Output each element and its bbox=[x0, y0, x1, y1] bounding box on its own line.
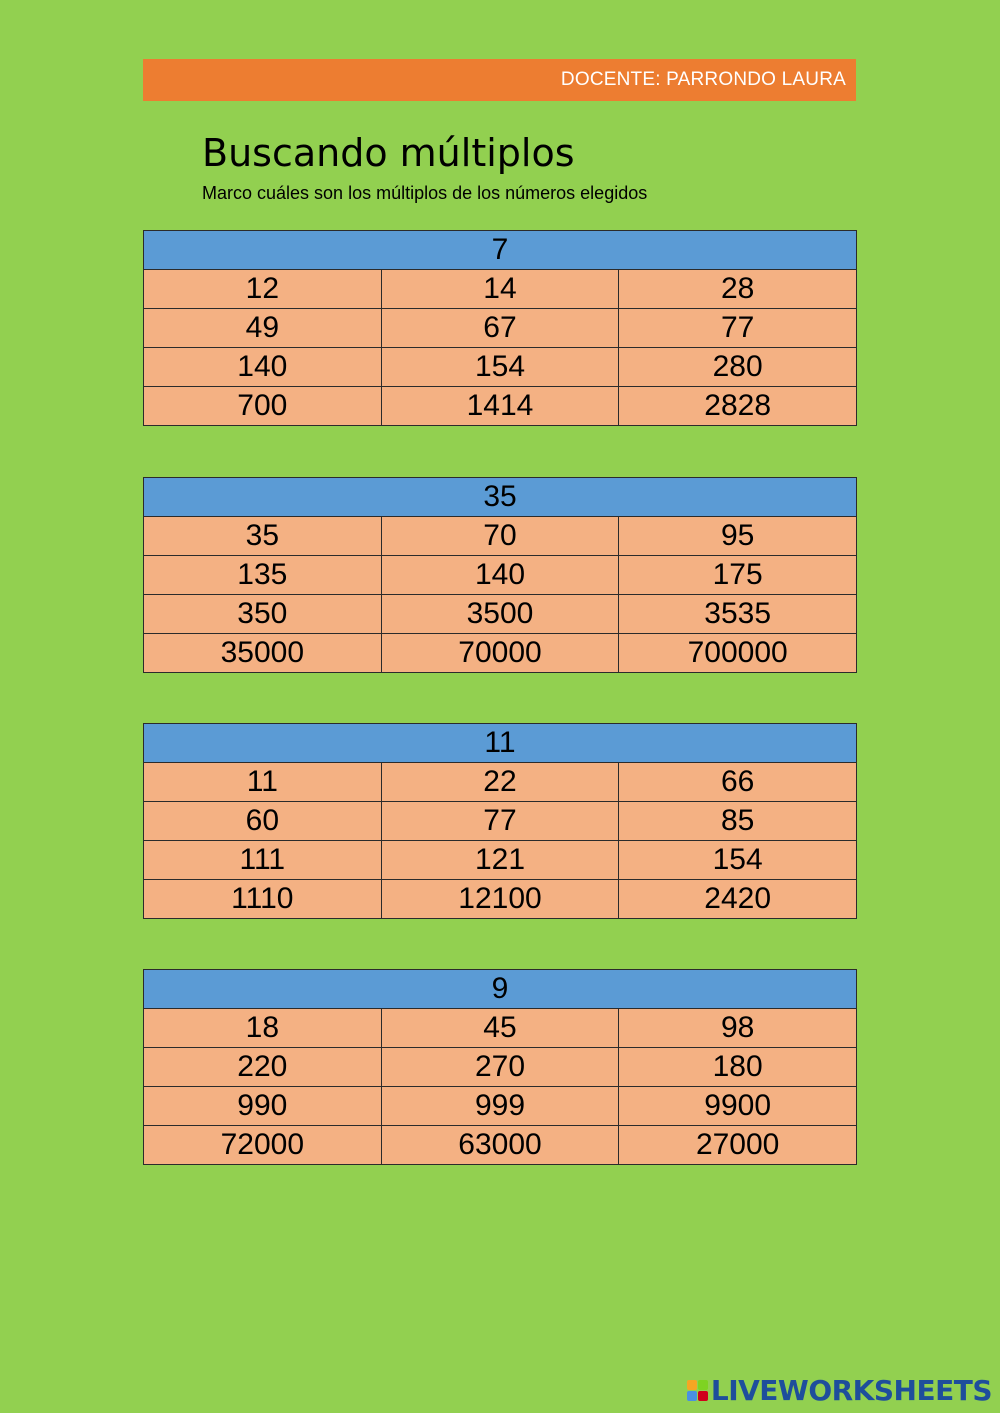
number-cell[interactable]: 12100 bbox=[381, 880, 619, 919]
number-cell[interactable]: 95 bbox=[619, 517, 857, 556]
table-row bbox=[144, 1087, 857, 1126]
table-row bbox=[144, 270, 857, 309]
multiples-table-9 bbox=[143, 969, 857, 1165]
number-cell[interactable]: 135 bbox=[144, 556, 382, 595]
number-cell[interactable]: 35 bbox=[144, 517, 382, 556]
table-row bbox=[144, 841, 857, 880]
number-cell[interactable]: 220 bbox=[144, 1048, 382, 1087]
number-cell[interactable]: 2828 bbox=[619, 387, 857, 426]
number-cell[interactable]: 350 bbox=[144, 595, 382, 634]
multiples-table-7 bbox=[143, 230, 857, 426]
number-cell[interactable]: 180 bbox=[619, 1048, 857, 1087]
number-cell[interactable]: 1414 bbox=[381, 387, 619, 426]
teacher-label: DOCENTE: PARRONDO LAURA bbox=[560, 69, 846, 90]
number-cell[interactable]: 990 bbox=[144, 1087, 382, 1126]
number-cell[interactable]: 67 bbox=[381, 309, 619, 348]
number-cell[interactable]: 140 bbox=[381, 556, 619, 595]
number-cell[interactable]: 2420 bbox=[619, 880, 857, 919]
number-cell[interactable]: 70 bbox=[381, 517, 619, 556]
table-row bbox=[144, 880, 857, 919]
table-row bbox=[144, 763, 857, 802]
number-cell[interactable]: 175 bbox=[619, 556, 857, 595]
number-cell[interactable]: 280 bbox=[619, 348, 857, 387]
table-row bbox=[144, 387, 857, 426]
number-cell[interactable]: 3535 bbox=[619, 595, 857, 634]
number-cell[interactable]: 700000 bbox=[619, 634, 857, 673]
table-row bbox=[144, 1048, 857, 1087]
number-cell[interactable]: 45 bbox=[381, 1009, 619, 1048]
number-cell[interactable]: 140 bbox=[144, 348, 382, 387]
number-cell[interactable]: 60 bbox=[144, 802, 382, 841]
table-row bbox=[144, 556, 857, 595]
number-cell[interactable]: 77 bbox=[381, 802, 619, 841]
multiples-table-11 bbox=[143, 723, 857, 919]
number-cell[interactable]: 11 bbox=[144, 763, 382, 802]
page-subtitle: Marco cuáles son los múltiplos de los números elegidos bbox=[202, 183, 648, 203]
table-row bbox=[144, 348, 857, 387]
number-cell[interactable]: 3500 bbox=[381, 595, 619, 634]
number-cell[interactable]: 72000 bbox=[144, 1126, 382, 1165]
multiples-table-35 bbox=[143, 477, 857, 673]
table-header-number: 7 bbox=[144, 231, 857, 270]
number-cell[interactable]: 63000 bbox=[381, 1126, 619, 1165]
number-cell[interactable]: 270 bbox=[381, 1048, 619, 1087]
number-cell[interactable]: 66 bbox=[619, 763, 857, 802]
number-cell[interactable]: 111 bbox=[144, 841, 382, 880]
number-cell[interactable]: 85 bbox=[619, 802, 857, 841]
liveworksheets-logo-icon bbox=[687, 1380, 708, 1401]
table-header-number: 9 bbox=[144, 970, 857, 1009]
number-cell[interactable]: 121 bbox=[381, 841, 619, 880]
number-cell[interactable]: 700 bbox=[144, 387, 382, 426]
table-row bbox=[144, 517, 857, 556]
number-cell[interactable]: 12 bbox=[144, 270, 382, 309]
number-cell[interactable]: 22 bbox=[381, 763, 619, 802]
number-cell[interactable]: 999 bbox=[381, 1087, 619, 1126]
table-row bbox=[144, 309, 857, 348]
table-row bbox=[144, 1009, 857, 1048]
number-cell[interactable]: 154 bbox=[619, 841, 857, 880]
page-title: Buscando múltiplos bbox=[202, 131, 575, 175]
logo-text: LIVEWORKSHEETS bbox=[710, 1374, 992, 1407]
number-cell[interactable]: 14 bbox=[381, 270, 619, 309]
liveworksheets-logo bbox=[687, 1374, 992, 1407]
number-cell[interactable]: 1110 bbox=[144, 880, 382, 919]
table-row bbox=[144, 595, 857, 634]
number-cell[interactable]: 18 bbox=[144, 1009, 382, 1048]
number-cell[interactable]: 98 bbox=[619, 1009, 857, 1048]
number-cell[interactable]: 27000 bbox=[619, 1126, 857, 1165]
table-header-number: 35 bbox=[144, 478, 857, 517]
number-cell[interactable]: 154 bbox=[381, 348, 619, 387]
number-cell[interactable]: 70000 bbox=[381, 634, 619, 673]
number-cell[interactable]: 28 bbox=[619, 270, 857, 309]
number-cell[interactable]: 9900 bbox=[619, 1087, 857, 1126]
number-cell[interactable]: 77 bbox=[619, 309, 857, 348]
number-cell[interactable]: 35000 bbox=[144, 634, 382, 673]
number-cell[interactable]: 49 bbox=[144, 309, 382, 348]
table-row bbox=[144, 802, 857, 841]
table-header-number: 11 bbox=[144, 724, 857, 763]
table-row bbox=[144, 634, 857, 673]
table-row bbox=[144, 1126, 857, 1165]
header-bar bbox=[143, 59, 856, 101]
